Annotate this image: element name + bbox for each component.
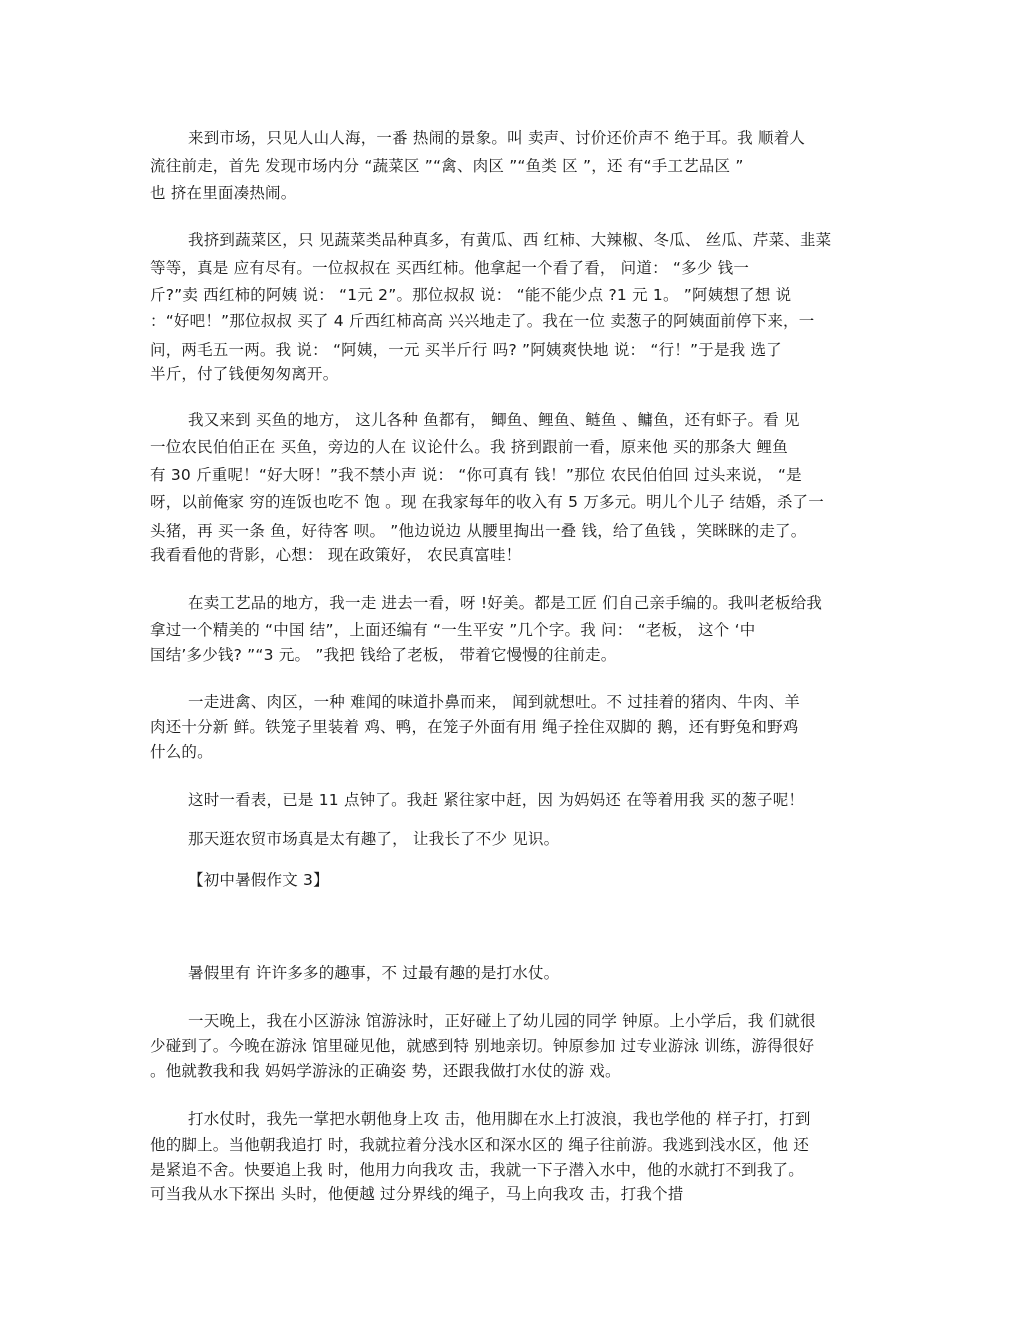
text-line: 这时一看表，已是 11 点钟了。我赶 紧往家中赶，因 为妈妈还 在等着用我 买的葱子呢！: [188, 791, 805, 809]
text-line: 肉还十分新 鲜。铁笼子里装着 鸡、鸭，在笼子外面有用 绳子拴住双脚的 鹅，还有野兔和野鸡: [150, 718, 799, 736]
text-line: 头猪，再 买一条 鱼，好待客 呗。 ”他边说边 从腰里掏出一叠 钱，给了鱼钱 ，笑眯眯的走了。: [150, 522, 807, 540]
text-line: 暑假里有 许许多多的趣事，不 过最有趣的是打水仗。: [188, 964, 560, 982]
text-line: 来到市场，只见人山人海，一番 热闹的景象。叫 卖声、讨价还价声不 绝于耳。我 顺着人: [188, 129, 806, 147]
text-line: 在卖工艺品的地方，我一走 进去一看，呀 !好美。都是工匠 们自己亲手编的。我叫老板给我: [188, 594, 823, 612]
text-line: 拿过一个精美的 “中国 结”，上面还编有 “一生平安 ”几个字。我 问： “老板， 这个 ‘中: [150, 621, 756, 639]
text-line: 半斤，付了钱便匆匆离开。: [150, 365, 339, 383]
text-line: 什么的。: [150, 743, 213, 761]
text-line: 流往前走，首先 发现市场内分 “蔬菜区 ”“禽、肉区 ”“鱼类 区 ”，还 有“手工艺品区 ”: [150, 157, 744, 175]
text-line: 斤?”卖 西红柿的阿姨 说： “1元 2”。那位叔叔 说： “能不能少点 ?1 元 1。 ”阿姨想了想 说: [150, 286, 792, 304]
text-line: 是紧追不舍。快要追上我 时，他用力向我攻 击，我就一下子潜入水中，他的水就打不到我了。: [150, 1161, 804, 1179]
text-line: 他的脚上。当他朝我追打 时，我就拉着分浅水区和深水区的 绳子往前游。我逃到浅水区，他 还: [150, 1136, 810, 1154]
text-line: 一走进禽、肉区，一种 难闻的味道扑鼻而来， 闻到就想吐。不 过挂着的猪肉、牛肉、羊: [188, 693, 800, 711]
text-line: 少碰到了。今晚在游泳 馆里碰见他，就感到特 别地亲切。钟原参加 过专业游泳 训练，游得很好: [150, 1037, 815, 1055]
text-line: 我看看他的背影，心想： 现在政策好， 农民真富哇！: [150, 546, 522, 564]
text-line: 问，两毛五一两。我 说： “阿姨，一元 买半斤行 吗? ”阿姨爽快地 说： “行！”于是我 选了: [150, 341, 782, 359]
text-line: 有 30 斤重呢！“好大呀！”我不禁小声 说： “你可真有 钱！”那位 农民伯伯回 过头来说， “是: [150, 466, 802, 484]
text-line: 等等，真是 应有尽有。一位叔叔在 买西红柿。他拿起一个看了看， 问道： “多少 钱一: [150, 259, 750, 277]
text-line: 可当我从水下探出 头时，他便越 过分界线的绳子，马上向我攻 击，打我个措: [150, 1185, 684, 1203]
text-line: 。他就教我和我 妈妈学游泳的正确姿 势，还跟我做打水仗的游 戏。: [150, 1062, 621, 1080]
text-line: ：“好吧！”那位叔叔 买了 4 斤西红柿高高 兴兴地走了。我在一位 卖葱子的阿姨面前停下来，一: [150, 312, 815, 330]
text-line: 我挤到蔬菜区，只 见蔬菜类品种真多，有黄瓜、西 红柿、大辣椒、冬瓜、 丝瓜、芹菜、韭菜: [188, 231, 832, 249]
text-line: 那天逛农贸市场真是太有趣了， 让我长了不少 见识。: [188, 830, 560, 848]
text-line: 呀，以前俺家 穷的连饭也吃不 饱 。现 在我家每年的收入有 5 万多元。明儿个儿子 结婚，杀了一: [150, 493, 824, 511]
text-line: 我又来到 买鱼的地方， 这儿各种 鱼都有， 鲫鱼、鲤鱼、鲢鱼 、鳙鱼，还有虾子。看 见: [188, 411, 800, 429]
text-line: 一天晚上，我在小区游泳 馆游泳时，正好碰上了幼儿园的同学 钟原。上小学后，我 们就很: [188, 1012, 816, 1030]
section-heading: 【初中暑假作文 3】: [188, 871, 329, 889]
text-line: 国结’多少钱? ”“3 元。 ”我把 钱给了老板， 带着它慢慢的往前走。: [150, 646, 617, 664]
text-line: 也 挤在里面凑热闹。: [150, 184, 297, 202]
text-line: 一位农民伯伯正在 买鱼，旁边的人在 议论什么。我 挤到跟前一看，原来他 买的那条大 鲤鱼: [150, 438, 788, 456]
text-line: 打水仗时，我先一掌把水朝他身上攻 击，他用脚在水上打波浪，我也学他的 样子打，打到: [188, 1110, 811, 1128]
